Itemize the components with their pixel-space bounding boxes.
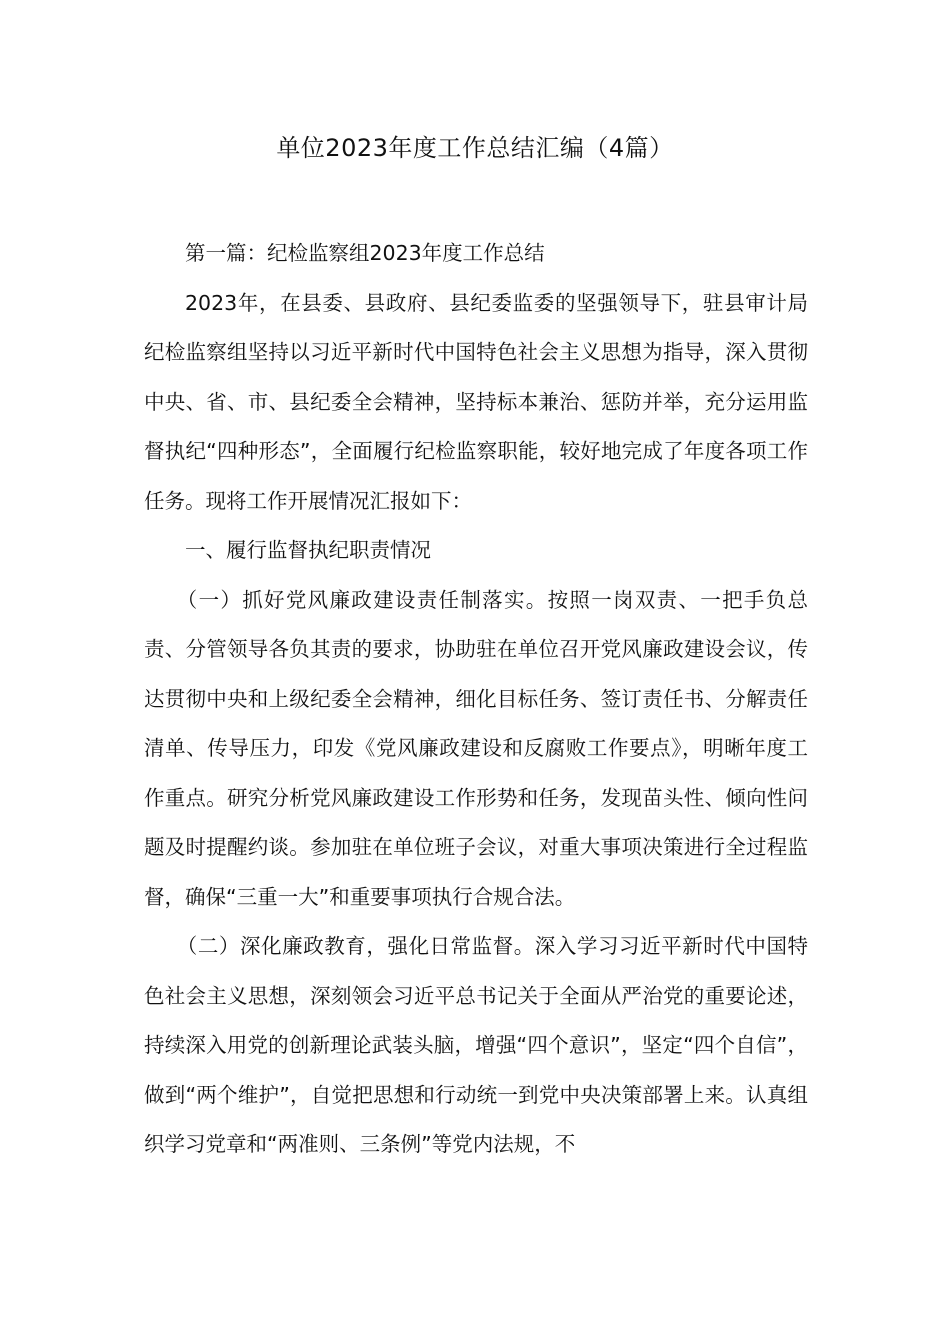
document-title: 单位2023年度工作总结汇编（4篇） <box>276 134 674 162</box>
subsection-paragraph-1: （一）抓好党风廉政建设责任制落实。按照一岗双责、一把手负总责、分管领导各负其责的要求，协助驻在单位召开党风廉政建设会议，传达贯彻中央和上级纪委全会精神，细化目标任务、签订责任书、分解责任清单、传导压力，印发《党风廉政建设和反腐败工作要点》，明晰年度工作重点。研究分析党风廉政建设工作形势和任务，发现苗头性、倾向性问题及时提醒约谈。参加驻在单位班子会议，对重大事项决策进行全过程监督，确保“三重一大”和重要事项执行合规合法。 <box>144 587 808 909</box>
section-heading-part-one: 第一篇：纪检监察组2023年度工作总结 <box>185 241 545 265</box>
subsection-paragraph-2: （二）深化廉政教育，强化日常监督。深入学习习近平新时代中国特色社会主义思想，深刻领会习近平总书记关于全面从严治党的重要论述，持续深入用党的创新理论武装头脑，增强“四个意识”，坚定“四个自信”，做到“两个维护”，自觉把思想和行动统一到党中央决策部署上来。认真组织学习党章和“两准则、三条例”等党内法规，不 <box>144 934 808 1156</box>
intro-paragraph: 2023年，在县委、县政府、县纪委监委的坚强领导下，驻县审计局纪检监察组坚持以习近平新时代中国特色社会主义思想为指导，深入贯彻中央、省、市、县纪委全会精神，坚持标本兼治、惩防并举，充分运用监督执纪“四种形态”，全面履行纪检监察职能，较好地完成了年度各项工作任务。现将工作开展情况汇报如下： <box>144 290 808 513</box>
document-body <box>144 229 808 1170</box>
section-heading-one: 一、履行监督执纪职责情况 <box>185 538 431 562</box>
